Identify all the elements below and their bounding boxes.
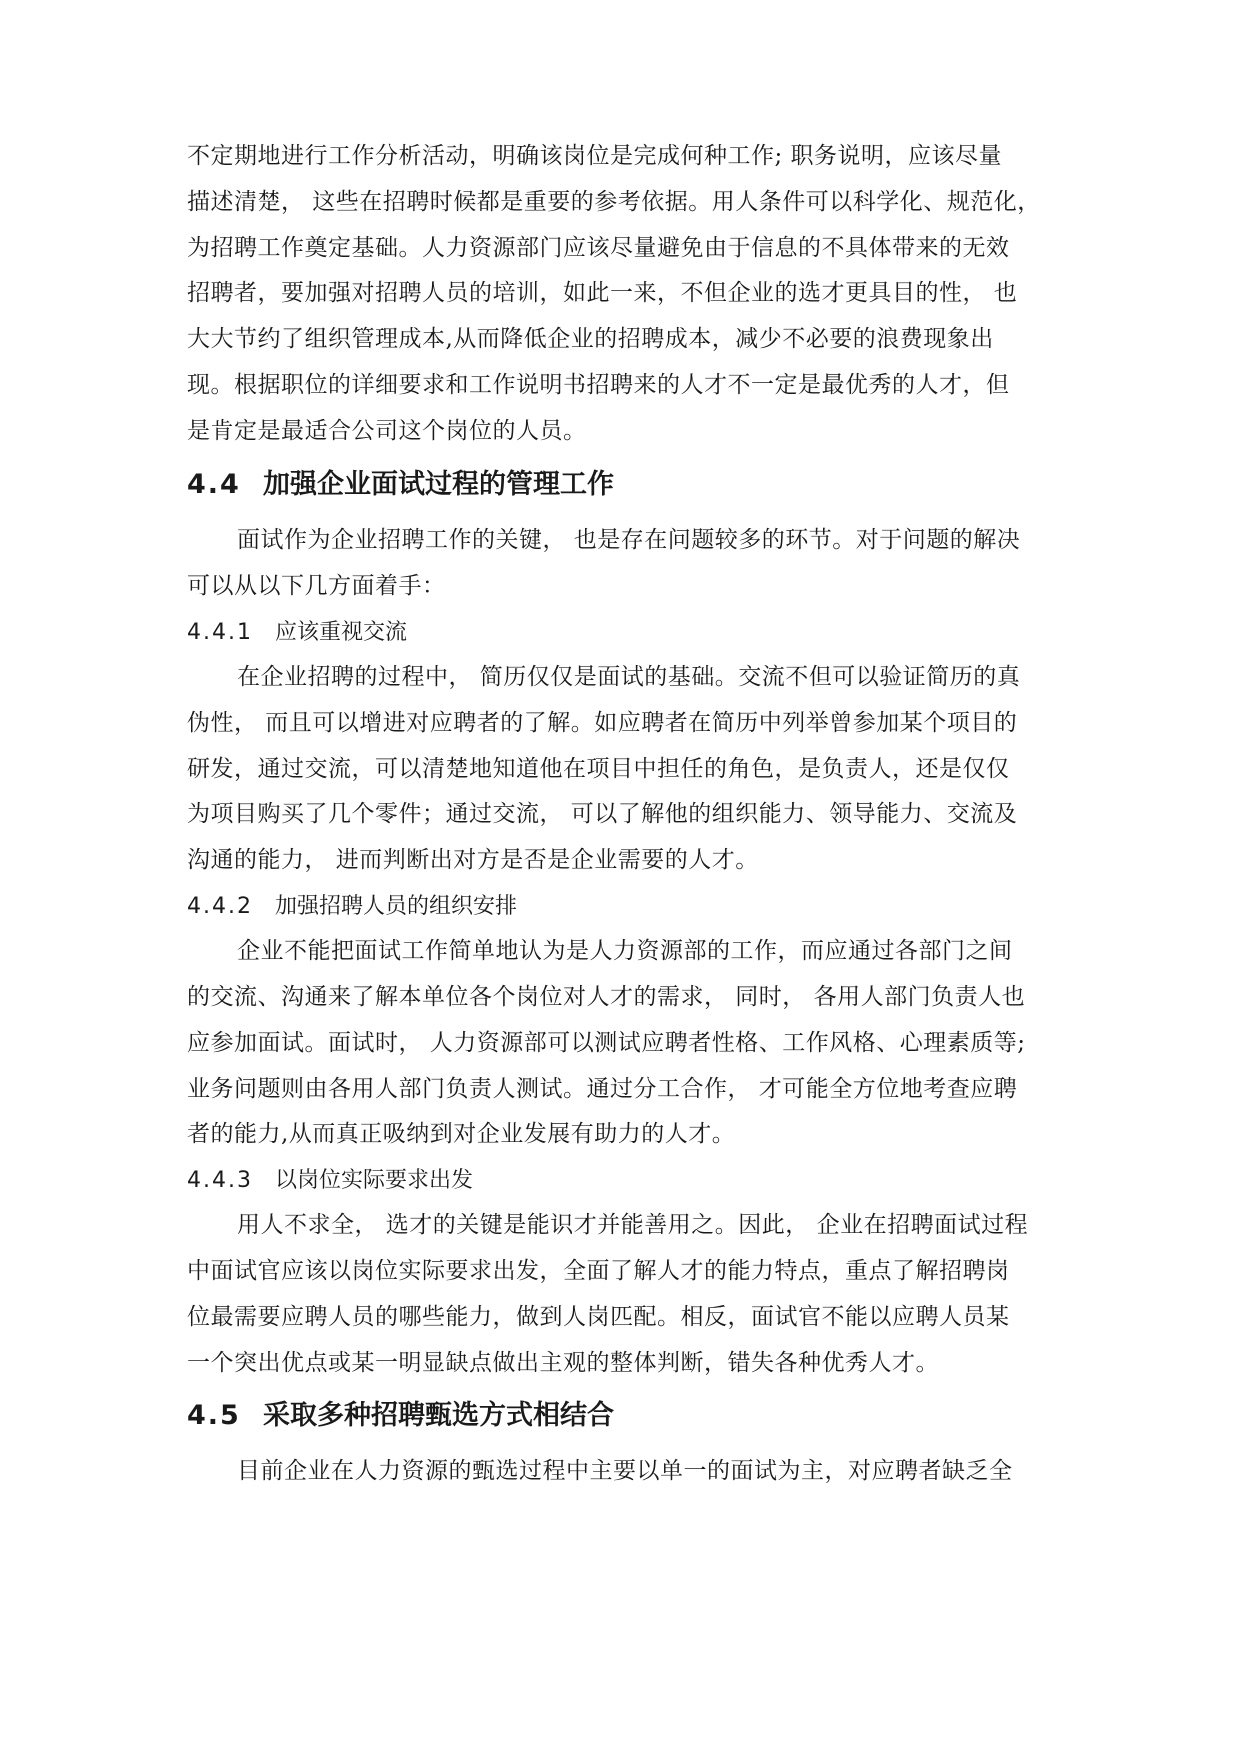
paragraph-line: 者的能力,从而真正吸纳到对企业发展有助力的人才。 [187, 1121, 736, 1147]
paragraph-line: 招聘者，要加强对招聘人员的培训，如此一来，不但企业的选才更具目的性， 也 [187, 280, 1018, 306]
subsection-heading-4-4-3 [187, 1166, 473, 1196]
paragraph-line: 位最需要应聘人员的哪些能力，做到人岗匹配。相反，面试官不能以应聘人员某 [187, 1304, 1010, 1330]
paragraph-line: 是肯定是最适合公司这个岗位的人员。 [187, 418, 587, 444]
paragraph-line: 面试作为企业招聘工作的关键， 也是存在问题较多的环节。对于问题的解决 [237, 527, 1021, 553]
subsection-heading-4-4-2 [187, 892, 517, 922]
paragraph-line: 伪性， 而且可以增进对应聘者的了解。如应聘者在简历中列举曾参加某个项目的 [187, 710, 1018, 736]
section-number: 4.5 [187, 1400, 241, 1431]
paragraph-line: 描述清楚， 这些在招聘时候都是重要的参考依据。用人条件可以科学化、规范化， [187, 189, 1041, 215]
paragraph-line: 为招聘工作奠定基础。人力资源部门应该尽量避免由于信息的不具体带来的无效 [187, 235, 1010, 261]
paragraph-line: 用人不求全， 选才的关键是能识才并能善用之。因此， 企业在招聘面试过程 [237, 1212, 1029, 1238]
paragraph-line: 企业不能把面试工作简单地认为是人力资源部的工作，而应通过各部门之间 [237, 938, 1013, 964]
section-number: 4.4 [187, 469, 241, 500]
subsection-number: 4.4.3 [187, 1168, 253, 1193]
paragraph-line: 应参加面试。面试时， 人力资源部可以测试应聘者性格、工作风格、心理素质等; [187, 1030, 1026, 1056]
section-heading-4-4 [187, 468, 614, 502]
subsection-heading-4-4-1 [187, 618, 407, 648]
paragraph-line: 大大节约了组织管理成本,从而降低企业的招聘成本，减少不必要的浪费现象出 [187, 326, 994, 352]
paragraph-line: 研发，通过交流，可以清楚地知道他在项目中担任的角色，是负责人，还是仅仅 [187, 756, 1010, 782]
subsection-number: 4.4.1 [187, 620, 253, 645]
paragraph-line: 可以从以下几方面着手： [187, 573, 446, 599]
paragraph-line: 一个突出优点或某一明显缺点做出主观的整体判断，错失各种优秀人才。 [187, 1350, 939, 1376]
paragraph-line: 沟通的能力， 进而判断出对方是否是企业需要的人才。 [187, 847, 759, 873]
paragraph-line: 在企业招聘的过程中， 简历仅仅是面试的基础。交流不但可以验证简历的真 [237, 664, 1021, 690]
paragraph-line: 不定期地进行工作分析活动，明确该岗位是完成何种工作; 职务说明，应该尽量 [187, 143, 1003, 169]
section-heading-4-5 [187, 1399, 614, 1433]
section-title: 采取多种招聘甄选方式相结合 [263, 1400, 614, 1431]
paragraph-line: 中面试官应该以岗位实际要求出发，全面了解人才的能力特点，重点了解招聘岗 [187, 1258, 1010, 1284]
paragraph-line: 的交流、沟通来了解本单位各个岗位对人才的需求， 同时， 各用人部门负责人也 [187, 984, 1026, 1010]
paragraph-line: 现。根据职位的详细要求和工作说明书招聘来的人才不一定是最优秀的人才，但 [187, 372, 1010, 398]
subsection-title: 加强招聘人员的组织安排 [275, 894, 518, 919]
paragraph-line: 目前企业在人力资源的甄选过程中主要以单一的面试为主，对应聘者缺乏全 [237, 1458, 1013, 1484]
paragraph-line: 业务问题则由各用人部门负责人测试。通过分工合作， 才可能全方位地考查应聘 [187, 1076, 1018, 1102]
subsection-title: 以岗位实际要求出发 [275, 1168, 474, 1193]
subsection-title: 应该重视交流 [275, 620, 408, 645]
section-title: 加强企业面试过程的管理工作 [263, 469, 614, 500]
paragraph-line: 为项目购买了几个零件；通过交流， 可以了解他的组织能力、领导能力、交流及 [187, 801, 1018, 827]
subsection-number: 4.4.2 [187, 894, 253, 919]
